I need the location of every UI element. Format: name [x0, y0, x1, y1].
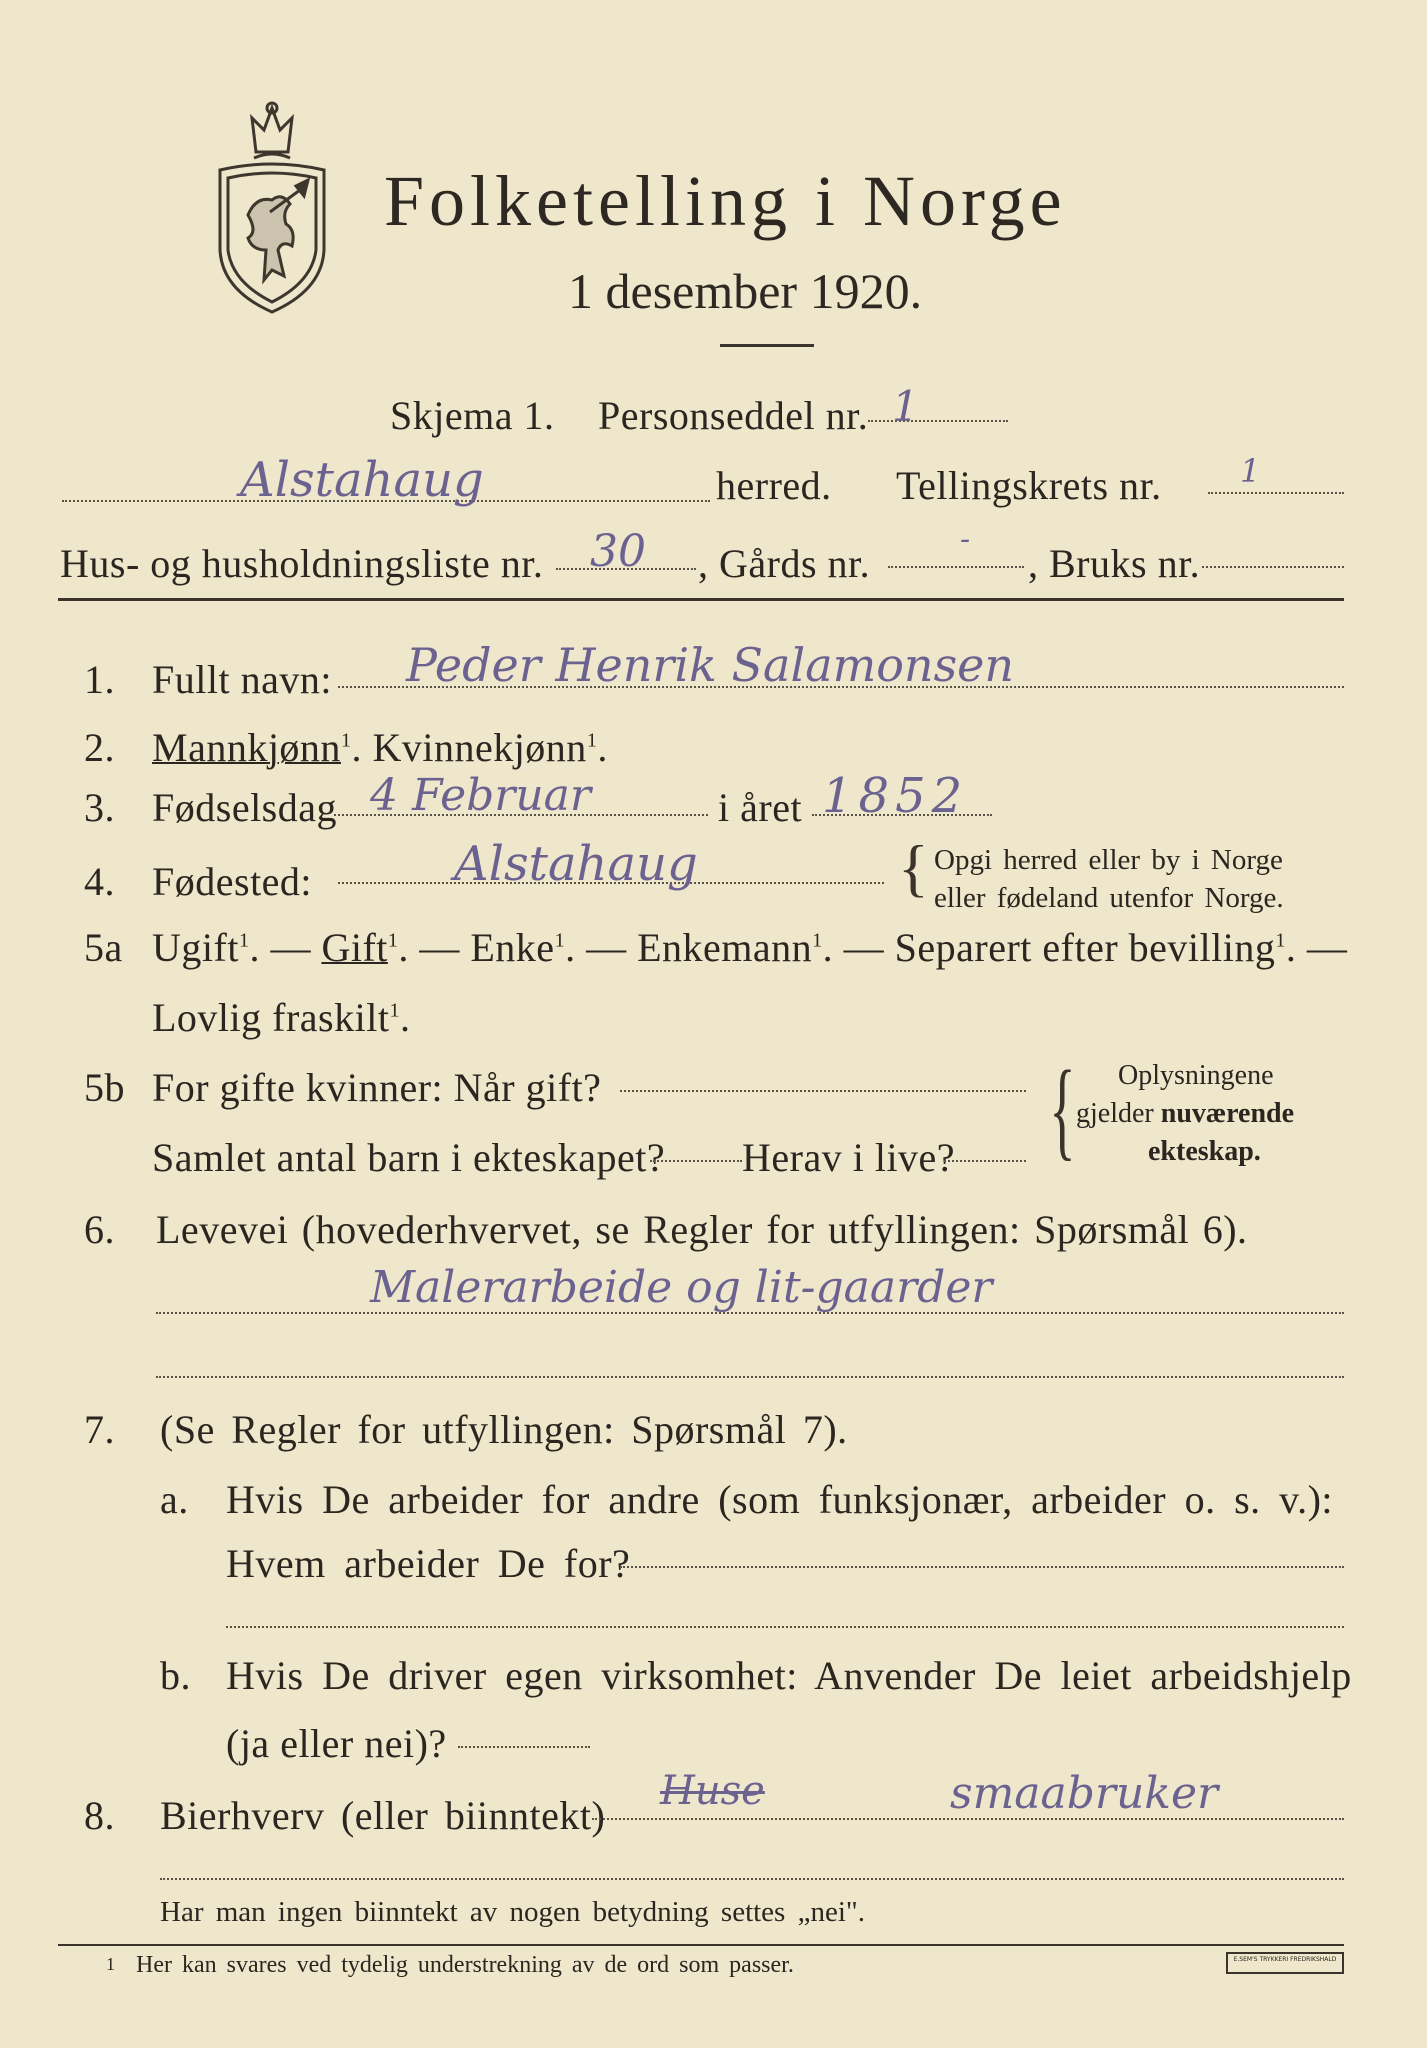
tellingskrets-label: Tellingskrets nr. — [896, 463, 1162, 508]
q3-year-label: i året — [718, 785, 803, 830]
form-date: 1 desember 1920. — [568, 263, 923, 319]
q5b-note-1: Oplysningene — [1118, 1060, 1274, 1091]
q2-female-option: Kvinnekjønn — [372, 725, 587, 770]
q3-day-value: 4 Februar — [370, 770, 591, 821]
q4-brace: { — [898, 832, 929, 903]
form-title: Folketelling i Norge — [384, 161, 1067, 241]
personseddel-label: Personseddel nr. — [598, 393, 869, 438]
q5a-gift: Gift — [321, 925, 388, 970]
q5b-married-line — [620, 1090, 1026, 1092]
q7-label: (Se Regler for utfyllingen: Spørsmål 7). — [160, 1407, 848, 1452]
q2-options: Mannkjønn$^1$. Kvinnekjønn$^1$. — [152, 725, 608, 770]
tellingskrets-line — [1208, 492, 1344, 494]
q5a-number: 5a — [84, 925, 123, 970]
title-divider — [720, 344, 814, 347]
q4-note-2: eller fødeland utenfor Norge. — [934, 882, 1284, 914]
bruks-line — [1202, 566, 1344, 568]
footnote-divider — [58, 1944, 1344, 1946]
q4-note-1: Opgi herred eller by i Norge — [934, 844, 1283, 876]
q8-line-2 — [160, 1878, 1344, 1880]
q6-value: Malerarbeide og lit-gaarder — [370, 1262, 993, 1313]
q4-number: 4. — [84, 859, 115, 904]
q7a-letter: a. — [160, 1477, 189, 1522]
q5b-note-3: ekteskap. — [1148, 1136, 1261, 1167]
q5b-live-label: Herav i live? — [742, 1135, 956, 1180]
q5b-live-line — [944, 1160, 1026, 1162]
tellingskrets-value: 1 — [1240, 452, 1261, 490]
q7a-line-2 — [226, 1626, 1344, 1628]
q4-value: Alstahaug — [454, 836, 698, 892]
q7b-line — [458, 1746, 590, 1748]
q7b-label: Hvis De driver egen virksomhet: Anvender De leiet arbeidshjelp — [226, 1653, 1352, 1698]
q5b-brace: { — [1049, 1048, 1076, 1170]
q3-year-value: 1852 — [822, 768, 969, 824]
q1-number: 1. — [84, 657, 115, 702]
q5a-fraskilt-line: Lovlig fraskilt$^1$. — [152, 995, 411, 1040]
q7a-line-1 — [620, 1566, 1344, 1568]
hus-value: 30 — [590, 526, 646, 577]
q5a-separert: Separert efter bevilling — [894, 925, 1276, 970]
q7b-question: (ja eller nei)? — [226, 1721, 447, 1766]
printer-stamp: E.SEM'S TRYKKERI FREDRIKSHALD — [1226, 1952, 1344, 1974]
personseddel-line — [868, 420, 1008, 422]
nei-note: Har man ingen biinntekt av nogen betydning settes „nei". — [160, 1896, 865, 1928]
q8-value: smaabruker — [950, 1768, 1219, 1819]
personseddel-value: 1 — [892, 382, 919, 431]
q5b-barn-label: Samlet antal barn i ekteskapet? — [152, 1135, 666, 1180]
q8-label: Bierhverv (eller biinntekt) — [160, 1793, 606, 1838]
q7b-letter: b. — [160, 1653, 191, 1698]
q5a-fraskilt: Lovlig fraskilt — [152, 995, 390, 1040]
q5a-ugift: Ugift — [152, 925, 239, 970]
gards-line — [888, 566, 1024, 568]
q3-label: Fødselsdag — [152, 785, 337, 830]
q7a-question: Hvem arbeider De for? — [226, 1541, 631, 1586]
q7a-label: Hvis De arbeider for andre (som funksjonær, arbeider o. s. v.): — [226, 1477, 1334, 1522]
header-divider — [58, 598, 1344, 601]
skjema-label: Skjema 1. — [390, 393, 555, 438]
q8-struck-value: Huse — [660, 1768, 765, 1814]
q5a-enkemann: Enkemann — [637, 925, 813, 970]
q5b-number: 5b — [84, 1065, 125, 1110]
q6-label: Levevei (hovederhvervet, se Regler for utfyllingen: Spørsmål 6). — [156, 1207, 1248, 1252]
herred-label: herred. — [716, 463, 832, 508]
q6-number: 6. — [84, 1207, 115, 1252]
q5b-note-2: gjelder nuværende — [1076, 1098, 1295, 1129]
gards-value: - — [960, 522, 971, 557]
q6-line-2 — [156, 1376, 1344, 1378]
bruks-label: , Bruks nr. — [1028, 541, 1201, 586]
q7-number: 7. — [84, 1407, 115, 1452]
q5b-barn-line — [650, 1160, 742, 1162]
q5a-enke: Enke — [470, 925, 555, 970]
q2-male-option: Mannkjønn — [152, 725, 341, 770]
q1-value: Peder Henrik Salamonsen — [406, 638, 1015, 692]
q5b-label: For gifte kvinner: Når gift? — [152, 1065, 602, 1110]
q8-number: 8. — [84, 1793, 115, 1838]
coat-of-arms-icon — [212, 100, 332, 315]
q1-label: Fullt navn: — [152, 657, 332, 702]
q2-number: 2. — [84, 725, 115, 770]
hus-label: Hus- og husholdningsliste nr. — [60, 541, 544, 586]
footnote-mark: 1 — [106, 1954, 115, 1974]
footnote-text: Her kan svares ved tydelig understrekning av de ord som passer. — [136, 1952, 794, 1978]
q3-number: 3. — [84, 785, 115, 830]
q4-label: Fødested: — [152, 859, 313, 904]
gards-label: , Gårds nr. — [698, 541, 871, 586]
q5a-options: Ugift$^1$. — Gift$^1$. — Enke$^1$. — Enkemann$^1$. — Separert efter bevilling$^1$. — — [152, 925, 1348, 970]
herred-value: Alstahaug — [240, 452, 484, 508]
